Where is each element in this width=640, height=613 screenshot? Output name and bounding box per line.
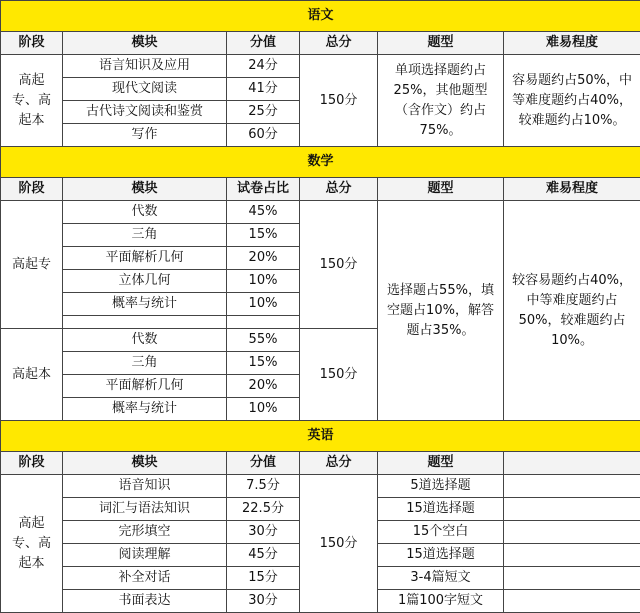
column-header-row [1,452,640,475]
col-header: 难易程度 [504,32,640,55]
col-header: 阶段 [1,452,63,475]
module-cell: 现代文阅读 [63,78,227,101]
empty-cell [504,498,640,521]
score-cell: 30分 [227,521,300,544]
section-title: 语文 [1,1,640,32]
type-cell: 1篇100字短文 [378,590,504,613]
score-cell: 22.5分 [227,498,300,521]
col-header: 分值 [227,32,300,55]
section-header-yuwen [1,1,640,32]
section-title: 英语 [1,421,640,452]
module-cell: 三角 [63,352,227,375]
difficulty-cell: 较容易题约占40%，中等难度题约占50%，较难题约占10%。 [504,201,640,421]
score-cell: 15分 [227,567,300,590]
ratio-cell: 15% [227,224,300,247]
types-cell: 单项选择题约占25%，其他题型（含作文）约占75%。 [378,55,504,147]
col-header: 总分 [300,32,378,55]
module-cell: 阅读理解 [63,544,227,567]
ratio-cell: 10% [227,270,300,293]
score-cell: 30分 [227,590,300,613]
score-cell: 24分 [227,55,300,78]
score-cell: 25分 [227,101,300,124]
section-header-yingyu [1,421,640,452]
col-header: 总分 [300,178,378,201]
col-header: 分值 [227,452,300,475]
score-cell: 41分 [227,78,300,101]
empty-cell [504,590,640,613]
stage-cell: 高起专、高起本 [1,475,63,613]
ratio-cell: 55% [227,329,300,352]
col-header: 题型 [378,178,504,201]
module-cell: 概率与统计 [63,398,227,421]
module-cell: 古代诗文阅读和鉴赏 [63,101,227,124]
score-cell: 7.5分 [227,475,300,498]
stage-cell: 高起专 [1,201,63,329]
module-cell: 立体几何 [63,270,227,293]
module-cell: 语音知识 [63,475,227,498]
section-title: 数学 [1,147,640,178]
score-cell: 45分 [227,544,300,567]
ratio-cell: 15% [227,352,300,375]
col-header: 模块 [63,32,227,55]
section-header-shuxue [1,147,640,178]
col-header: 阶段 [1,32,63,55]
total-cell: 150分 [300,201,378,329]
total-cell: 150分 [300,475,378,613]
module-cell: 补全对话 [63,567,227,590]
total-cell: 150分 [300,329,378,421]
column-header-row [1,178,640,201]
ratio-cell: 10% [227,398,300,421]
type-cell: 5道选择题 [378,475,504,498]
module-cell: 词汇与语法知识 [63,498,227,521]
empty-cell [227,316,300,329]
col-header: 难易程度 [504,178,640,201]
col-header: 阶段 [1,178,63,201]
module-cell: 平面解析几何 [63,375,227,398]
module-cell: 代数 [63,329,227,352]
empty-cell [504,521,640,544]
column-header-row [1,32,640,55]
module-cell: 三角 [63,224,227,247]
empty-cell [504,475,640,498]
type-cell: 15道选择题 [378,498,504,521]
col-header: 模块 [63,452,227,475]
type-cell: 15个空白 [378,521,504,544]
empty-cell [63,316,227,329]
col-header: 模块 [63,178,227,201]
ratio-cell: 20% [227,247,300,270]
col-header: 总分 [300,452,378,475]
table-row [1,475,640,498]
ratio-cell: 45% [227,201,300,224]
module-cell: 代数 [63,201,227,224]
type-cell: 3-4篇短文 [378,567,504,590]
module-cell: 概率与统计 [63,293,227,316]
table-row [1,55,640,78]
type-cell: 15道选择题 [378,544,504,567]
col-header [504,452,640,475]
module-cell: 完形填空 [63,521,227,544]
module-cell: 语言知识及应用 [63,55,227,78]
difficulty-cell: 容易题约占50%，中等难度题约占40%，较难题约占10%。 [504,55,640,147]
col-header: 题型 [378,452,504,475]
ratio-cell: 20% [227,375,300,398]
empty-cell [504,567,640,590]
module-cell: 书面表达 [63,590,227,613]
col-header: 题型 [378,32,504,55]
module-cell: 写作 [63,124,227,147]
ratio-cell: 10% [227,293,300,316]
types-cell: 选择题占55%，填空题占10%，解答题占35%。 [378,201,504,421]
total-cell: 150分 [300,55,378,147]
module-cell: 平面解析几何 [63,247,227,270]
empty-cell [504,544,640,567]
stage-cell: 高起本 [1,329,63,421]
score-cell: 60分 [227,124,300,147]
stage-cell: 高起专、高起本 [1,55,63,147]
table-row [1,201,640,224]
col-header: 试卷占比 [227,178,300,201]
